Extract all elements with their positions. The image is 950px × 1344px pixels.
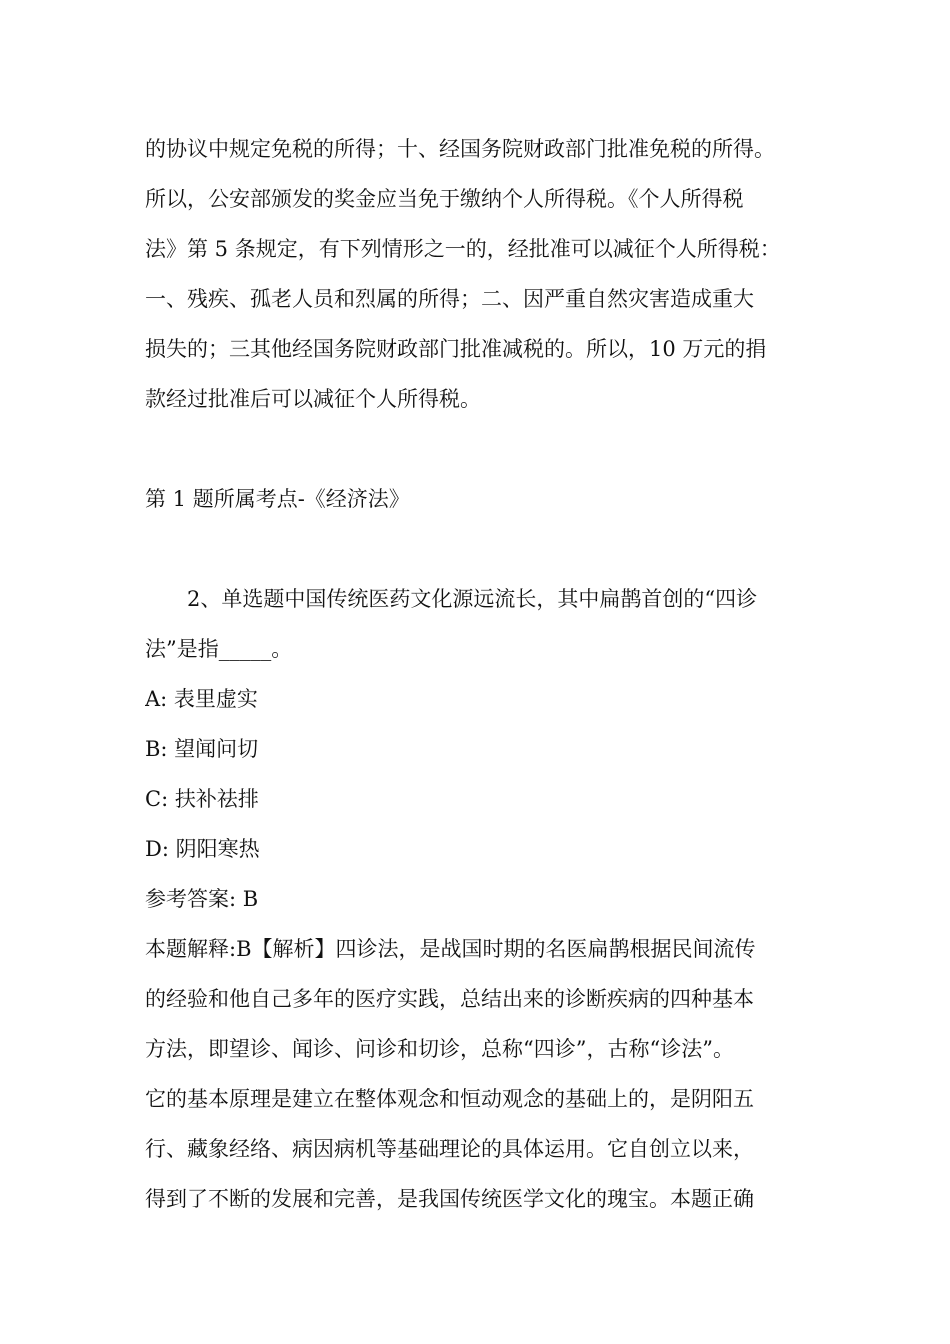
explanation-line: 行、藏象经络、病因病机等基础理论的具体运用。它自创立以来， xyxy=(145,1137,754,1161)
option-b: B: 望闻问切 xyxy=(145,737,259,761)
topic-line: 第 1 题所属考点-《经济法》 xyxy=(145,487,410,511)
paragraph-line: 款经过批准后可以减征个人所得税。 xyxy=(145,387,481,411)
question-stem-line: 法”是指_____。 xyxy=(145,637,293,661)
paragraph-line: 的协议中规定免税的所得；十、经国务院财政部门批准免税的所得。 xyxy=(145,137,775,161)
question-stem-line: 2、单选题中国传统医药文化源远流长，其中扁鹊首创的“四诊 xyxy=(187,587,758,611)
paragraph-line: 损失的；三其他经国务院财政部门批准减税的。所以，10 万元的捐 xyxy=(145,337,767,361)
explanation-line: 的经验和他自己多年的医疗实践，总结出来的诊断疾病的四种基本 xyxy=(145,987,754,1011)
explanation-line: 它的基本原理是建立在整体观念和恒动观念的基础上的，是阴阳五 xyxy=(145,1087,754,1111)
option-d: D: 阴阳寒热 xyxy=(145,837,260,861)
explanation-line: 得到了不断的发展和完善，是我国传统医学文化的瑰宝。本题正确 xyxy=(145,1187,754,1211)
explanation-line: 本题解释:B【解析】四诊法，是战国时期的名医扁鹊根据民间流传 xyxy=(145,937,756,961)
paragraph-line: 所以，公安部颁发的奖金应当免于缴纳个人所得税。《个人所得税 xyxy=(145,187,744,211)
explanation-line: 方法，即望诊、闻诊、问诊和切诊，总称“四诊”，古称“诊法”。 xyxy=(145,1037,734,1061)
option-c: C: 扶补祛排 xyxy=(145,787,259,811)
paragraph-line: 法》第 5 条规定，有下列情形之一的，经批准可以减征个人所得税： xyxy=(145,237,781,261)
option-a: A: 表里虚实 xyxy=(145,687,258,711)
paragraph-line: 一、残疾、孤老人员和烈属的所得；二、因严重自然灾害造成重大 xyxy=(145,287,754,311)
reference-answer: 参考答案: B xyxy=(145,887,259,911)
